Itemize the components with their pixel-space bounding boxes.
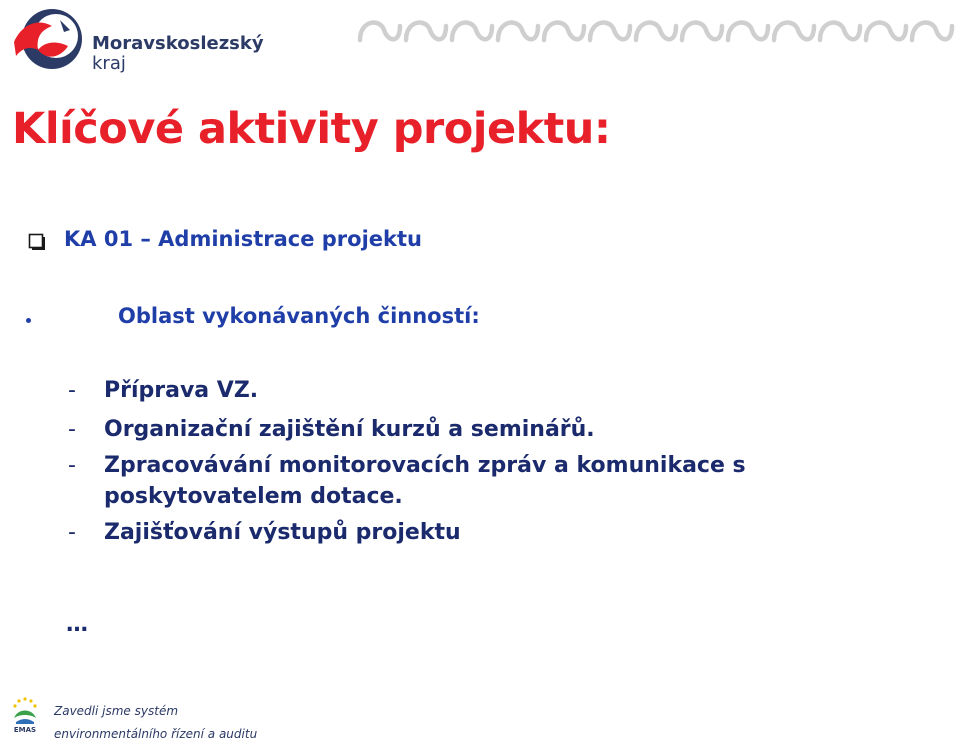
decorative-wave-pattern <box>356 14 956 48</box>
list-item-text: Příprava VZ. <box>104 378 259 403</box>
list-item-text: Zajišťování výstupů projektu <box>104 520 461 545</box>
list-dash: - <box>68 520 76 545</box>
list-dash: - <box>68 453 76 478</box>
logo-name-line2: kraj <box>92 53 126 74</box>
footer-line2: environmentálního řízení a auditu <box>54 727 258 741</box>
logo-wordmark <box>92 34 264 74</box>
bullet-dot-icon <box>26 318 31 323</box>
slide-title: Klíčové aktivity projektu: <box>12 104 611 154</box>
continuation-ellipsis: … <box>66 612 88 637</box>
moravskoslezsky-kraj-logo <box>8 6 264 76</box>
checkbox-bullet-icon <box>28 233 46 251</box>
list-dash: - <box>68 417 76 442</box>
activity-heading: KA 01 – Administrace projektu <box>64 227 422 251</box>
emas-logo-icon <box>8 694 42 738</box>
list-item-text: Zpracovávání monitorovacích zpráv a komunikace s <box>104 453 746 478</box>
footer-line1: Zavedli jsme systém <box>54 704 179 718</box>
region-emblem-icon <box>8 6 88 76</box>
list-dash: - <box>68 378 76 403</box>
logo-name-line1: Moravskoslezský <box>92 33 264 54</box>
footer-caption <box>54 700 257 746</box>
svg-text:EMAS: EMAS <box>13 726 37 734</box>
area-heading: Oblast vykonávaných činností: <box>118 304 480 328</box>
list-item-text: poskytovatelem dotace. <box>104 484 403 509</box>
list-item-text: Organizační zajištění kurzů a seminářů. <box>104 417 595 442</box>
